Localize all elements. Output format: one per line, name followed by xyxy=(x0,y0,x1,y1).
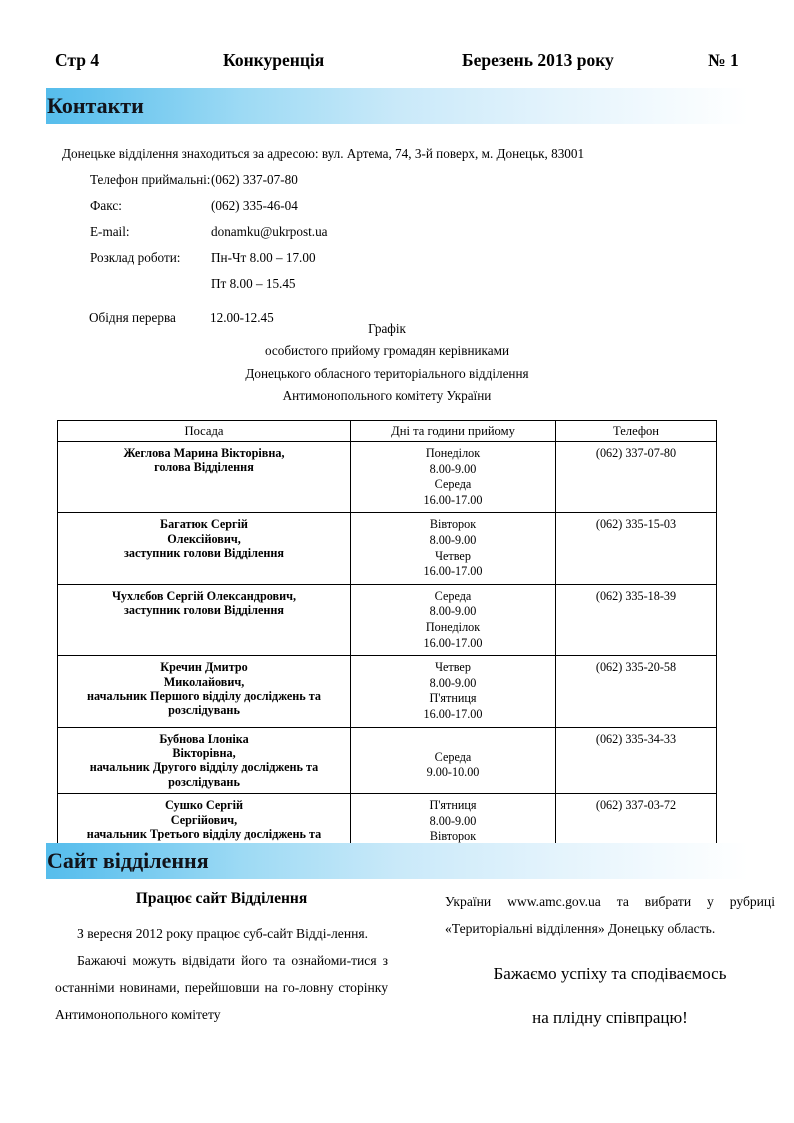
schedule-caption-line-4: Антимонопольного комітету України xyxy=(282,387,492,403)
table-row xyxy=(58,727,717,794)
post-line: Чухлєбов Сергій Олександрович, xyxy=(111,588,297,603)
website-paragraph-1: З вересня 2012 року працює суб-сайт Відді-лення. xyxy=(77,926,369,941)
section-title-website: Сайт відділення xyxy=(47,848,209,873)
post-line: Олексійович, xyxy=(167,531,241,546)
office-address: Донецьке відділення знаходиться за адресою: вул. Артема, 74, 3-й поверх, м. Донецьк, 83001 xyxy=(62,146,585,161)
cell-days xyxy=(351,513,556,584)
cell-post xyxy=(58,513,351,584)
post-line: Сергійович, xyxy=(170,812,238,827)
table-header-row xyxy=(58,421,717,442)
closing-wish-line-2: на плідну співпрацю! xyxy=(532,1008,688,1027)
days-line: 8.00-9.00 xyxy=(429,813,477,828)
days-line: 8.00-9.00 xyxy=(429,461,477,476)
post-line: начальник Першого відділу досліджень та xyxy=(86,688,322,703)
table-row xyxy=(58,584,717,655)
page-number-label: Стр 4 xyxy=(55,50,100,70)
post-line: розслідувань xyxy=(168,703,240,718)
cell-phone: (062) 335-18-39 xyxy=(556,584,717,655)
schedule-caption xyxy=(57,318,717,407)
contact-value-hours-weekdays: Пн-Чт 8.00 – 17.00 xyxy=(211,250,316,265)
contact-row-hours xyxy=(90,250,730,266)
days-line: Середа xyxy=(434,749,472,764)
schedule-caption-line-3: Донецького обласного територіального відділення xyxy=(245,365,529,381)
post-line: Жеглова Марина Вікторівна, xyxy=(123,446,285,460)
days-line: Четвер xyxy=(435,548,471,563)
days-line: 8.00-9.00 xyxy=(429,604,477,619)
post-line: Бубнова Ілоніка xyxy=(159,731,249,746)
publication-title: Конкуренція xyxy=(223,50,325,70)
post-line: начальник Третього відділу досліджень та xyxy=(86,826,322,841)
days-line: 16.00-17.00 xyxy=(423,635,483,650)
cell-post xyxy=(58,656,351,727)
cell-phone: (062) 337-07-80 xyxy=(556,442,717,513)
contact-label-email: E-mail: xyxy=(90,224,130,239)
days-line: 16.00-17.00 xyxy=(423,706,483,721)
cell-days xyxy=(351,656,556,727)
days-line: 8.00-9.00 xyxy=(429,532,477,547)
issue-date: Березень 2013 року xyxy=(462,50,614,70)
days-line: 16.00-17.00 xyxy=(423,564,483,579)
column-header-phone: Телефон xyxy=(556,421,717,442)
post-line: Кречин Дмитро xyxy=(160,660,248,675)
post-line: заступник голови Відділення xyxy=(123,546,284,561)
website-section xyxy=(55,888,775,1078)
days-line: П'ятниця xyxy=(429,691,477,706)
contact-value-fax: (062) 335-46-04 xyxy=(211,198,298,213)
cell-days xyxy=(351,727,556,794)
table-row xyxy=(58,442,717,513)
table-row xyxy=(58,513,717,584)
days-line: Четвер xyxy=(435,660,471,675)
contact-row-hours-friday xyxy=(90,276,730,292)
table-row xyxy=(58,656,717,727)
days-line: Середа xyxy=(434,477,472,492)
cell-post xyxy=(58,584,351,655)
days-line: Вівторок xyxy=(429,829,477,844)
days-line: П'ятниця xyxy=(429,798,477,813)
contact-row-phone xyxy=(90,172,730,188)
reception-schedule-table xyxy=(57,420,717,866)
days-line: Вівторок xyxy=(429,517,477,532)
days-line: Середа xyxy=(434,588,472,603)
contact-label-phone: Телефон приймальні: xyxy=(90,172,211,187)
post-line: начальник Другого відділу досліджень та xyxy=(89,760,319,775)
contact-label-fax: Факс: xyxy=(90,198,122,213)
column-header-days: Дні та години прийому xyxy=(351,421,556,442)
post-line: розслідувань xyxy=(168,774,240,789)
contact-label-hours: Розклад роботи: xyxy=(90,250,181,265)
days-line: 16.00-17.00 xyxy=(423,492,483,507)
running-head xyxy=(55,46,740,74)
post-line: Вікторівна, xyxy=(172,745,236,760)
schedule-caption-line-1: Графік xyxy=(368,321,406,336)
section-banner-contacts xyxy=(46,88,748,124)
post-line: Миколайович, xyxy=(163,674,245,689)
days-line: 9.00-10.00 xyxy=(426,765,480,780)
cell-post xyxy=(58,442,351,513)
cell-days xyxy=(351,442,556,513)
post-line: Сушко Сергій xyxy=(165,798,243,813)
reception-table-wrapper xyxy=(57,420,716,866)
section-title-contacts: Контакти xyxy=(47,93,144,118)
cell-phone: (062) 335-20-58 xyxy=(556,656,717,727)
post-line: голова Відділення xyxy=(154,460,254,475)
cell-phone: (062) 335-34-33 xyxy=(556,727,717,794)
contact-value-email[interactable]: donamku@ukrpost.ua xyxy=(211,224,328,239)
days-line: Понеділок xyxy=(425,446,481,460)
issue-number: № 1 xyxy=(708,50,739,70)
contact-label-lunch: Обідня перерва xyxy=(89,310,176,325)
column-header-post: Посада xyxy=(58,421,351,442)
schedule-caption-line-2: особистого прийому громадян керівниками xyxy=(264,343,510,359)
post-line: Багатюк Сергій xyxy=(160,517,248,532)
days-line: Понеділок xyxy=(425,619,481,634)
contact-value-hours-friday: Пт 8.00 – 15.45 xyxy=(211,276,296,291)
closing-wish-line-1: Бажаємо успіху та сподіваємось xyxy=(493,964,727,983)
cell-phone: (062) 335-15-03 xyxy=(556,513,717,584)
website-subheading: Працює сайт Відділення xyxy=(135,890,308,907)
cell-phone: (062) 337-03-72 xyxy=(556,794,717,865)
cell-post xyxy=(58,727,351,794)
days-line: 8.00-9.00 xyxy=(429,675,477,690)
post-line: заступник голови Відділення xyxy=(123,603,284,618)
website-column-right xyxy=(445,888,775,1040)
contact-value-lunch: 12.00-12.45 xyxy=(210,310,274,325)
website-column-left xyxy=(55,888,388,1028)
contact-row-fax xyxy=(90,198,730,214)
contact-row-email xyxy=(90,224,730,240)
cell-days xyxy=(351,584,556,655)
website-paragraph-3: України www.amc.gov.ua та вибрати у рубриці «Територіальні відділення» Донецьку область. xyxy=(445,894,775,936)
contact-value-phone: (062) 337-07-80 xyxy=(211,172,298,187)
website-paragraph-2: Бажаючі можуть відвідати його та ознайоми-тися з останніми новинами, перейшовши на го-ловну сторінку Антимонопольного комітету xyxy=(55,953,388,1022)
